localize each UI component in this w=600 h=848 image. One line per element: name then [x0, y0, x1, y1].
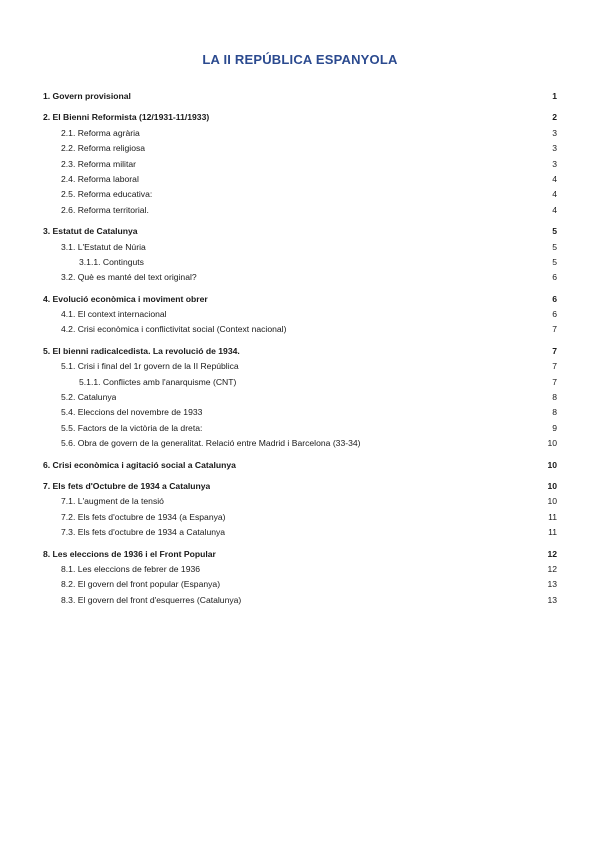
toc-entry-label: 2.4. Reforma laboral: [61, 173, 139, 184]
toc-entry-label: 8.2. El govern del front popular (Espanya): [61, 579, 221, 590]
toc-subsection-entry[interactable]: [43, 157, 557, 172]
toc-entry-label: 7.1. L'augment de la tensió: [61, 496, 164, 507]
toc-page-number: 10: [547, 459, 557, 470]
toc-subsection-entry[interactable]: [43, 255, 557, 270]
toc-page-number: 12: [547, 548, 557, 559]
toc-section-entry[interactable]: [43, 344, 557, 359]
toc-entry-label: 7. Els fets d'Octubre de 1934 a Catalunya: [43, 480, 211, 491]
toc-entry-label: 2.6. Reforma territorial.: [61, 204, 149, 215]
toc-page-number: 7: [552, 324, 557, 335]
toc-section-entry[interactable]: [43, 547, 557, 562]
toc-page-number: 6: [552, 293, 557, 304]
toc-section-entry[interactable]: [43, 292, 557, 307]
table-of-contents: [43, 89, 557, 608]
toc-entry-label: 8.1. Les eleccions de febrer de 1936: [61, 563, 201, 574]
toc-entry-label: 5.5. Factors de la victòria de la dreta:: [61, 422, 203, 433]
toc-section-entry[interactable]: [43, 110, 557, 125]
toc-entry-label: 2.5. Reforma educativa:: [61, 189, 153, 200]
toc-entry-label: 5.4. Eleccions del novembre de 1933: [61, 407, 203, 418]
document-title: LA II REPÚBLICA ESPANYOLA: [202, 52, 398, 67]
toc-entry-label: 6. Crisi econòmica i agitació social a Catalunya: [43, 459, 236, 470]
toc-subsection-entry[interactable]: [43, 390, 557, 405]
toc-subsection-entry[interactable]: [43, 421, 557, 436]
toc-section-entry[interactable]: [43, 458, 557, 473]
toc-entry-label: 2. El Bienni Reformista (12/1931-11/1933): [43, 112, 210, 123]
toc-page-number: 4: [552, 189, 557, 200]
toc-page-number: 9: [552, 422, 557, 433]
toc-page-number: 13: [547, 594, 557, 605]
toc-page-number: 3: [552, 127, 557, 138]
toc-subsection-entry[interactable]: [43, 436, 557, 451]
toc-page-number: 5: [552, 226, 557, 237]
toc-section-entry[interactable]: [43, 479, 557, 494]
toc-subsection-entry[interactable]: [43, 562, 557, 577]
toc-page-number: 7: [552, 376, 557, 387]
toc-subsection-entry[interactable]: [43, 172, 557, 187]
toc-entry-label: 8.3. El govern del front d'esquerres (Catalunya): [61, 594, 242, 605]
toc-page-number: 7: [552, 361, 557, 372]
toc-subsection-entry[interactable]: [43, 307, 557, 322]
toc-page-number: 11: [548, 527, 557, 538]
toc-subsection-entry[interactable]: [43, 510, 557, 525]
toc-subsection-entry[interactable]: [43, 525, 557, 540]
toc-subsection-entry[interactable]: [43, 494, 557, 509]
toc-entry-label: 3.1. L'Estatut de Núria: [61, 241, 146, 252]
toc-page-number: 13: [547, 579, 557, 590]
toc-entry-label: 2.2. Reforma religiosa: [61, 143, 146, 154]
toc-page-number: 6: [552, 309, 557, 320]
toc-subsection-entry[interactable]: [43, 593, 557, 608]
toc-section-entry[interactable]: [43, 89, 557, 104]
toc-entry-label: 1. Govern provisional: [43, 91, 131, 101]
toc-subsection-entry[interactable]: [43, 359, 557, 374]
toc-page-number: 5: [552, 241, 557, 252]
toc-entry-label: 7.2. Els fets d'octubre de 1934 (a Espanya): [61, 511, 226, 522]
toc-subsection-entry[interactable]: [43, 405, 557, 420]
toc-page-number: 4: [552, 204, 557, 215]
toc-page-number: 3: [552, 158, 557, 169]
toc-entry-label: 4. Evolució econòmica i moviment obrer: [43, 293, 208, 304]
toc-page-number: 10: [547, 480, 557, 491]
toc-subsection-entry[interactable]: [43, 577, 557, 592]
toc-entry-label: 3.2. Què es manté del text original?: [61, 272, 197, 283]
toc-subsection-entry[interactable]: [43, 270, 557, 285]
toc-page-number: 11: [548, 511, 557, 522]
toc-page-number: 4: [552, 173, 557, 184]
toc-page-number: 7: [552, 345, 557, 356]
toc-subsection-entry[interactable]: [43, 240, 557, 255]
toc-page-number: 6: [552, 272, 557, 283]
toc-entry-label: 5. El bienni radicalcedista. La revolució de 1934.: [43, 345, 240, 356]
toc-entry-label: 8. Les eleccions de 1936 i el Front Popular: [43, 548, 216, 559]
toc-subsection-entry[interactable]: [43, 322, 557, 337]
toc-subsection-entry[interactable]: [43, 187, 557, 202]
toc-subsection-entry[interactable]: [43, 141, 557, 156]
toc-page-number: 2: [552, 112, 557, 123]
toc-entry-label: 2.1. Reforma agrària: [61, 127, 140, 138]
toc-entry-label: 3.1.1. Continguts: [79, 256, 144, 267]
toc-entry-label: 4.2. Crisi econòmica i conflictivitat social (Context nacional): [61, 324, 287, 335]
toc-entry-label: 3. Estatut de Catalunya: [43, 226, 138, 237]
toc-subsection-entry[interactable]: [43, 203, 557, 218]
toc-subsection-entry[interactable]: [43, 126, 557, 141]
toc-page-number: 8: [552, 392, 557, 403]
toc-entry-label: 5.1.1. Conflictes amb l'anarquisme (CNT): [79, 376, 237, 387]
toc-entry-label: 4.1. El context internacional: [61, 309, 167, 320]
toc-entry-label: 5.2. Catalunya: [61, 392, 117, 403]
toc-section-entry[interactable]: [43, 224, 557, 239]
toc-page-number: 5: [552, 256, 557, 267]
toc-entry-label: 5.6. Obra de govern de la generalitat. Relació entre Madrid i Barcelona (33-34): [61, 438, 361, 449]
toc-page-number: 1: [552, 91, 557, 101]
toc-entry-label: 7.3. Els fets d'octubre de 1934 a Catalunya: [61, 527, 226, 538]
toc-page-number: 10: [547, 438, 557, 449]
toc-page-number: 8: [552, 407, 557, 418]
toc-entry-label: 2.3. Reforma militar: [61, 158, 136, 169]
toc-subsection-entry[interactable]: [43, 375, 557, 390]
toc-page-number: 10: [547, 496, 557, 507]
toc-page-number: 3: [552, 143, 557, 154]
toc-entry-label: 5.1. Crisi i final del 1r govern de la II República: [61, 361, 239, 372]
toc-page-number: 12: [547, 563, 557, 574]
